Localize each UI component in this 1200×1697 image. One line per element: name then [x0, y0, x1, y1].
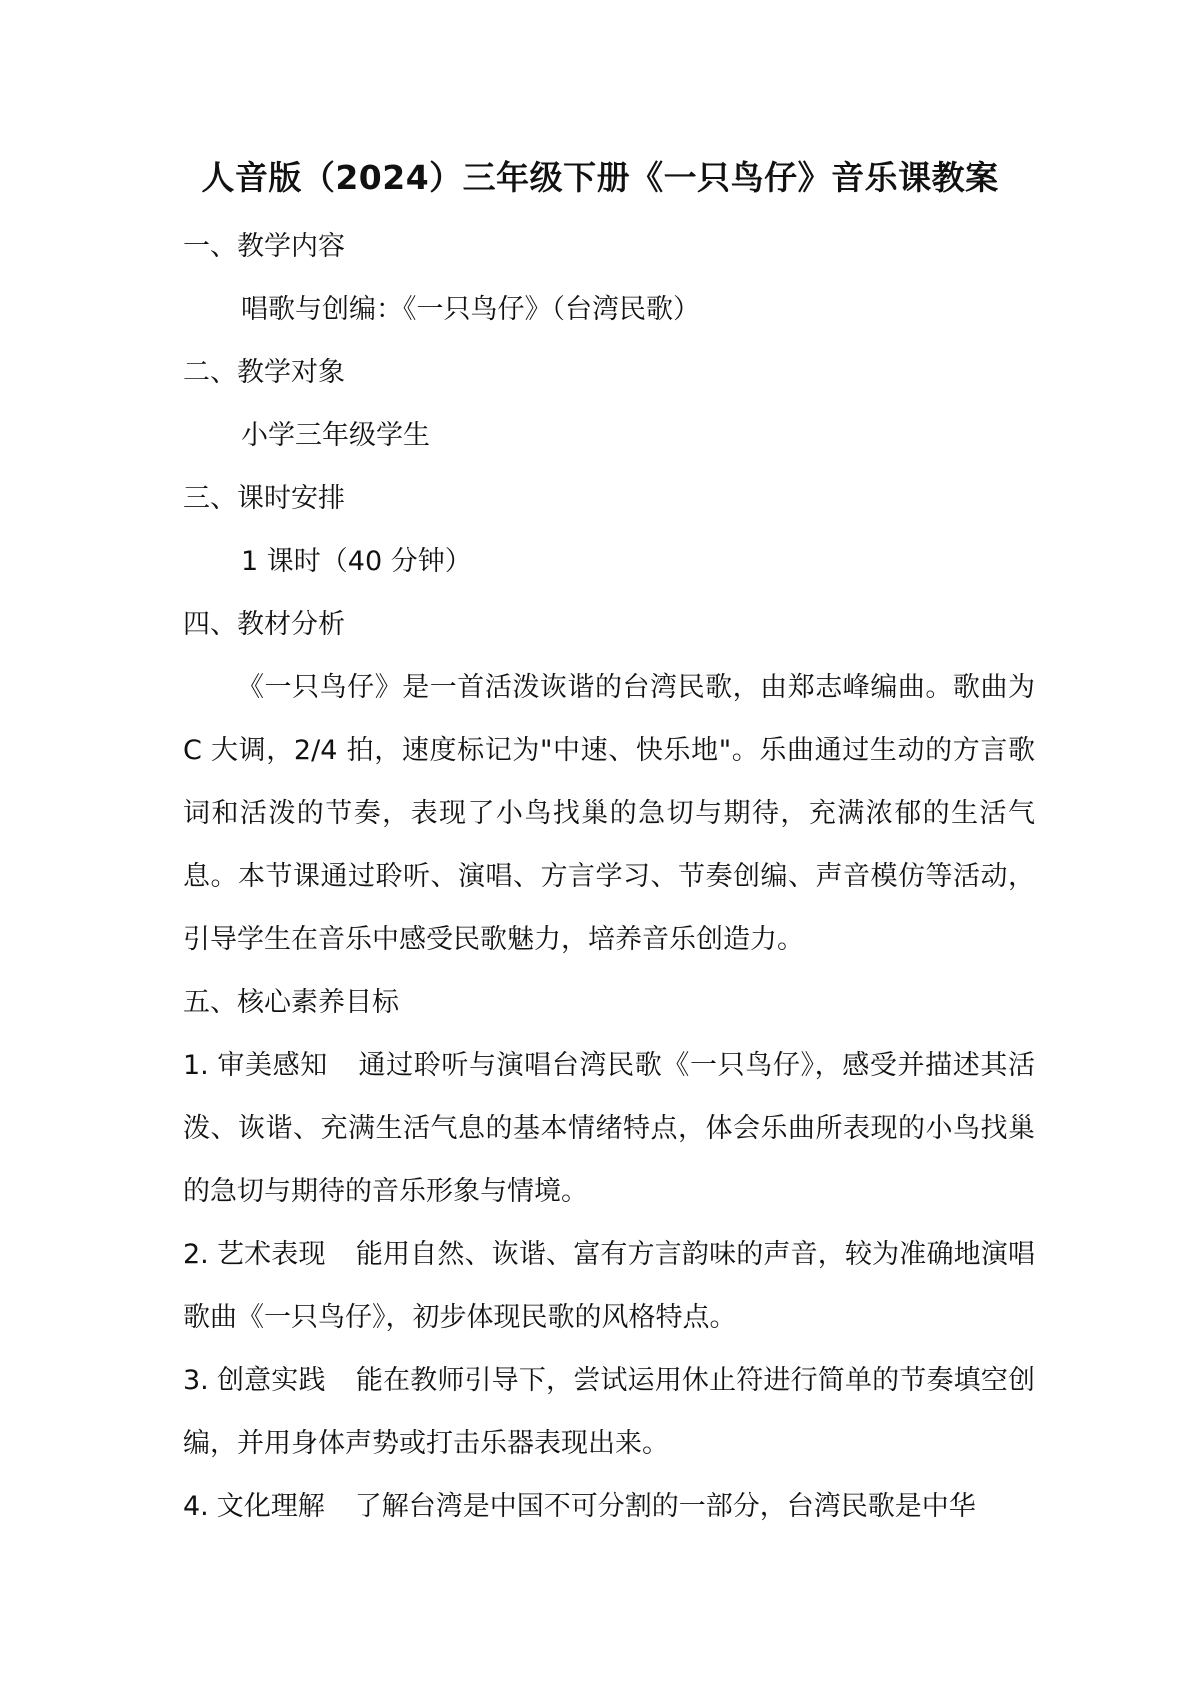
goal-item: [183, 1475, 1035, 1538]
document-body: [183, 215, 1035, 1538]
goal-number: 3.: [183, 1365, 209, 1396]
section-heading-target: 二、教学对象: [183, 357, 345, 388]
goal-number: 1.: [183, 1050, 209, 1081]
goal-item: [183, 1223, 1035, 1349]
goal-item: [183, 1349, 1035, 1475]
goal-text: 了解台湾是中国不可分割的一部分，台湾民歌是中华: [354, 1491, 976, 1522]
section-heading-goals: 五、核心素养目标: [183, 987, 399, 1018]
section-heading-analysis: 四、教材分析: [183, 609, 345, 640]
section-heading-schedule: 三、课时安排: [183, 483, 345, 514]
section-body-schedule: 1 课时（40 分钟）: [241, 546, 472, 577]
section-heading-content: 一、教学内容: [183, 231, 345, 262]
goal-item: [183, 1034, 1035, 1223]
section-body-target: 小学三年级学生: [241, 420, 430, 451]
goal-label: 艺术表现: [216, 1239, 326, 1270]
goal-number: 4.: [183, 1491, 209, 1522]
goal-label: 创意实践: [216, 1365, 326, 1396]
section-body-analysis: 《一只鸟仔》是一首活泼诙谐的台湾民歌，由郑志峰编曲。歌曲为 C 大调，2/4 拍，速度标记为"中速、快乐地"。乐曲通过生动的方言歌词和活泼的节奏，表现了小鸟找巢的急切与期待，充满浓郁的生活气息。本节课通过聆听、演唱、方言学习、节奏创编、声音模仿等活动，引导学生在音乐中感受民歌魅力，培养音乐创造力。: [183, 672, 1035, 955]
goal-text: 能用自然、诙谐、富有方言韵味的声音，较为准确地演唱歌曲《一只鸟仔》，初步体现民歌的风格特点。: [183, 1239, 1036, 1333]
goal-label: 审美感知: [216, 1050, 328, 1081]
goal-label: 文化理解: [216, 1491, 325, 1522]
goal-text: 通过聆听与演唱台湾民歌《一只鸟仔》，感受并描述其活泼、诙谐、充满生活气息的基本情绪特点，体会乐曲所表现的小鸟找巢的急切与期待的音乐形象与情境。: [183, 1050, 1036, 1207]
goal-number: 2.: [183, 1239, 209, 1270]
document-title: 人音版（2024）三年级下册《一只鸟仔》音乐课教案: [201, 158, 999, 197]
goal-text: 能在教师引导下，尝试运用休止符进行简单的节奏填空创编，并用身体声势或打击乐器表现出来。: [183, 1365, 1036, 1459]
section-body-content: 唱歌与创编：《一只鸟仔》（台湾民歌）: [241, 294, 700, 325]
